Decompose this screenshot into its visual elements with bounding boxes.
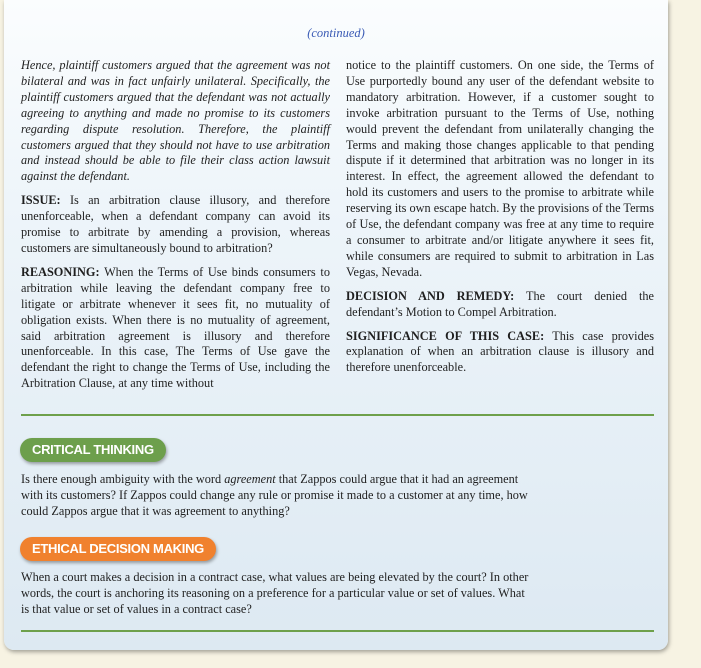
decision-text: The court denied the defendant’s Motion to Compel Arbitration.: [346, 288, 654, 319]
reasoning-text: When the Terms of Use binds consumers to arbitration while leaving the defendant company free to litigate or arbitrate whenever it sees fit, no mutuality of obligation exists. When there is no mutuality of agreement, said arbitration agreement is illusory and therefore unenforceable. In this case, The Terms of Use gave the defendant the right to change the Terms of Use, including the Arbitration Clause, at any time without: [21, 264, 330, 391]
significance-text: This case provides explanation of when an arbitration clause is illusory and therefore unenforceable.: [346, 328, 654, 375]
ethical-decision-badge: ETHICAL DECISION MAKING: [20, 537, 216, 561]
divider-top: [21, 414, 654, 416]
reasoning-heading: REASONING:: [21, 264, 100, 279]
case-panel: [4, 0, 668, 650]
continued-label: (continued): [307, 26, 365, 40]
critical-text-end: that Zappos could argue that it had an agreement with its customers? If Zappos could change any rule or promise it made to a customer at any time, how could Zappos argue that it was agreement to anything?: [21, 472, 528, 518]
issue-paragraph: [21, 193, 330, 257]
significance-paragraph: [346, 329, 654, 377]
left-column: [21, 58, 330, 400]
divider-bottom: [21, 630, 654, 632]
critical-thinking-question: [21, 472, 531, 520]
reasoning-continued: notice to the plaintiff customers. On one side, the Terms of Use purportedly bound any user of the defendant website to mandatory arbitration. However, if a customer sought to invoke arbitration pursuant to the Terms of Use, nothing would prevent the defendant from unilaterally changing the Terms and making those changes applicable to that pending dispute if it determined that arbitration was no longer in its interest. In effect, the agreement allowed the defendant to hold its customers and users to the promise to arbitrate while reserving its own escape hatch. By the provisions of the Terms of Use, the defendant company was free at any time to require a consumer to arbitrate and/or litigate anywhere it sees fit, while consumers are required to submit to arbitration in Las Vegas, Nevada.: [346, 58, 654, 279]
significance-heading: SIGNIFICANCE OF THIS CASE:: [346, 328, 545, 343]
decision-heading: DECISION AND REMEDY:: [346, 288, 515, 303]
critical-text-start: Is there enough ambiguity with the word: [21, 472, 225, 486]
intro-paragraph: Hence, plaintiff customers argued that the agreement was not bilateral and was in fact unfairly unilateral. Specifically, the plaintiff customers argued that the defendant was not actually agreeing to anything and made no promise to its customers regarding dispute resolution. Therefore, the plaintiff customers argued that they should not have to use arbitration and instead should be able to file their class action lawsuit against the defendant.: [21, 58, 330, 184]
reasoning-paragraph: [21, 265, 330, 392]
issue-heading: ISSUE:: [21, 193, 61, 208]
critical-text-emphasis: agreement: [224, 472, 276, 486]
issue-text: Is an arbitration clause illusory, and therefore unenforceable, when a defendant company can avoid its promise to arbitrate by amending a provision, whereas customers are simultaneously bound to arbitration?: [21, 193, 330, 255]
right-column: [346, 58, 654, 384]
decision-paragraph: [346, 289, 654, 321]
ethical-decision-question: When a court makes a decision in a contract case, what values are being elevated by the court? In other words, the court is anchoring its reasoning on a preference for a particular value or set of values. What is that value or set of values in a contract case?: [21, 570, 529, 616]
critical-thinking-badge: CRITICAL THINKING: [20, 438, 166, 462]
